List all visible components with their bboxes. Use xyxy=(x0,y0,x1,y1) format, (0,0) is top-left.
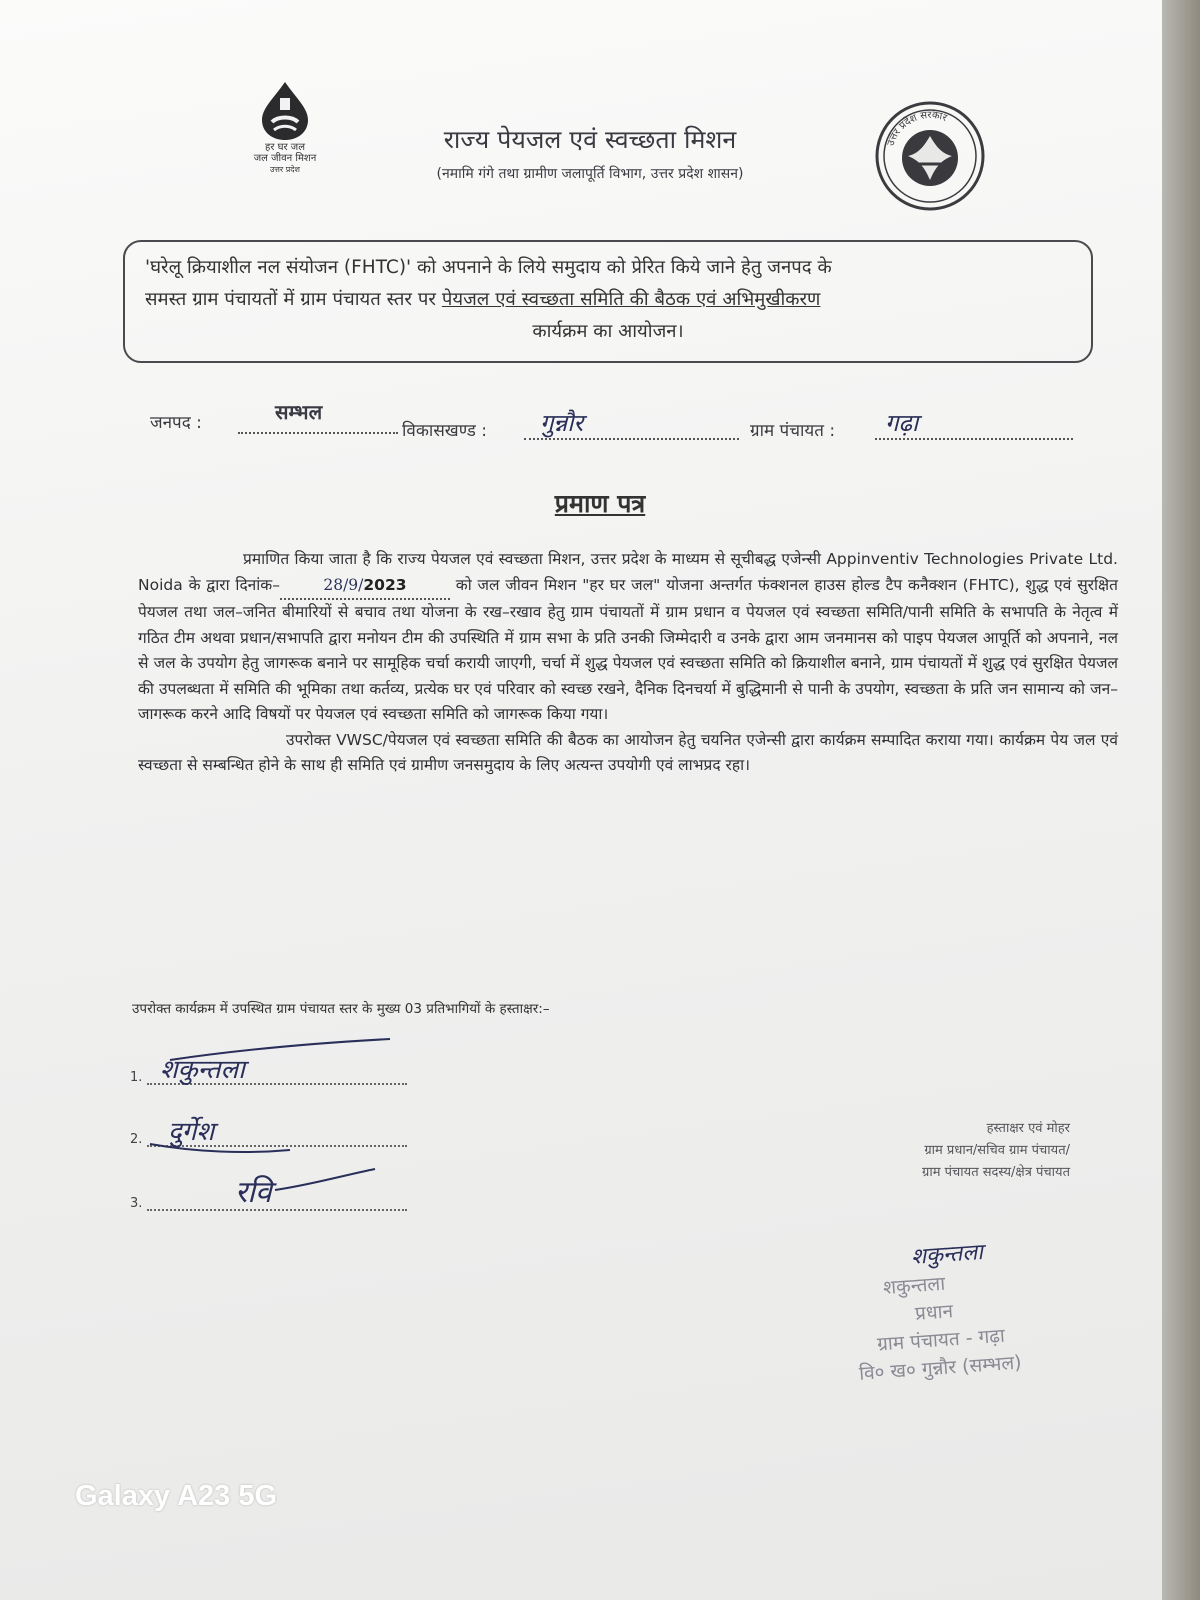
official-signature-caption xyxy=(810,1118,1070,1184)
district-field-line xyxy=(238,432,398,434)
topic-line xyxy=(145,284,1071,316)
stamp-block: वि० ख० गुन्नौर (सम्भल) xyxy=(858,1351,1023,1385)
paragraph-text: को जल जीवन मिशन "हर घर जल" योजना अन्तर्गत फंक्शनल हाउस होल्ड टैप कनैक्शन (FHTC), शुद्ध एवं सुरक्षित पेयजल तथा जल–जनित बीमारियों से बचाव तथा योजना के रख–रखाव हेतु ग्राम पंचायतों में ग्राम प्रधान व पेयजल एवं स्वच्छता समिति/पानी समिति के सभापति के नेतृत्व में गठित टीम अथवा प्रधान/सभापति द्वारा मनोयन टीम की उपस्थिति में ग्राम सभा के प्रति उनकी जिम्मेदारी व उनके द्वारा आम जनमानस को पाइप पेयजल आपूर्ति को अपनाने, नल से जल के उपयोग हेतु जागरूक बनाने पर सामूहिक चर्चा करायी जाएगी, चर्चा में शुद्ध पेयजल एवं स्वच्छता समिति को क्रियाशील बनाने, ग्राम पंचायतों में शुद्ध एवं सुरक्षित पेयजल की उपलब्धता में समिति की भूमिका तथा कर्तव्य, प्रत्येक घर एवं परिवार को स्वच्छ रखने, दैनिक दिनचर्या में बुद्धिमानी से पानी के उपयोग, स्वच्छता के प्रति जन सामान्य को जन–जागरूक करने आदि विषयों पर पेयजल एवं स्वच्छता समिति को जागरूक किया गया। xyxy=(138,575,1118,723)
har-ghar-jal-logo xyxy=(230,80,340,180)
date-year: 2023 xyxy=(363,575,407,594)
participant-signature: दुर्गेश xyxy=(168,1117,215,1147)
logo-caption xyxy=(230,142,340,175)
logo-caption-line: जल जीवन मिशन xyxy=(253,153,317,164)
district-value: सम्भल xyxy=(275,400,323,424)
mission-title: राज्य पेयजल एवं स्वच्छता मिशन xyxy=(443,125,737,154)
pradhan-stamp xyxy=(850,1232,1089,1388)
date-handwritten: 28/9/ xyxy=(323,575,364,594)
signature-dotted-line xyxy=(147,1209,407,1211)
emblem-icon xyxy=(874,100,986,212)
background-surface xyxy=(1162,0,1200,1600)
paragraph-text: प्रमाणित किया जाता है कि राज्य पेयजल एवं स्वच्छता मिशन, उत्तर प्रदेश के माध्यम से सूचीबद्ध एजेन्सी Appinventiv Technologies Private Ltd. Noida के द्वारा दिनांक– xyxy=(138,550,1118,594)
mission-subtitle: (नमामि गंगे तथा ग्रामीण जलापूर्ति विभाग, उत्तर प्रदेश शासन) xyxy=(436,166,744,182)
caption-line: ग्राम प्रधान/सचिव ग्राम पंचायत/ xyxy=(924,1143,1070,1158)
signature-underline-stroke xyxy=(145,1138,295,1158)
certificate-paragraph: उपरोक्त VWSC/पेयजल एवं स्वच्छता समिति की बैठक का आयोजन हेतु चयनित एजेन्सी द्वारा कार्यक्रम सम्पादित कराया गया। कार्यक्रम पेय जल एवं स्वच्छता से सम्बन्धित होने के साथ ही समिति एवं ग्रामीण जनसमुदाय के लिए अत्यन्त उपयोगी एवं लाभप्रद रहा। xyxy=(138,730,1118,774)
panchayat-label: ग्राम पंचायत : xyxy=(750,421,836,441)
stamp-gram-panchayat: ग्राम पंचायत - गढ़ा xyxy=(876,1324,1006,1356)
logo-caption-line: उत्तर प्रदेश xyxy=(270,165,300,174)
panchayat-value: गढ़ा xyxy=(885,409,919,437)
district-label: जनपद : xyxy=(150,413,202,433)
caption-line: हस्ताक्षर एवं मोहर xyxy=(986,1121,1070,1136)
participant-signature: रवि xyxy=(235,1175,272,1210)
caption-line: ग्राम पंचायत सदस्य/क्षेत्र पंचायत xyxy=(922,1165,1070,1180)
certificate-title: प्रमाण पत्र xyxy=(554,489,646,518)
topic-line: 'घरेलू क्रियाशील नल संयोजन (FHTC)' को अपनाने के लिये समुदाय को प्रेरित किये जाने हेतु जनपद के xyxy=(145,257,832,278)
block-value: गुन्नौर xyxy=(540,409,584,437)
date-field xyxy=(280,573,450,601)
signature-underline-stroke xyxy=(270,1165,380,1195)
participant-signature: शकुन्तला xyxy=(160,1055,245,1085)
signature-number: 2. xyxy=(130,1132,143,1147)
svg-text:उत्तर प्रदेश सरकार: उत्तर प्रदेश सरकार xyxy=(885,109,949,148)
up-government-seal xyxy=(874,100,986,212)
camera-watermark: Galaxy A23 5G xyxy=(75,1480,278,1512)
logo-caption-line: हर घर जल xyxy=(265,142,305,153)
program-topic-box xyxy=(123,240,1093,363)
stamp-role: प्रधान xyxy=(914,1300,954,1325)
water-drop-icon xyxy=(252,80,318,142)
block-label: विकासखण्ड : xyxy=(402,421,488,441)
topic-underlined-text: पेयजल एवं स्वच्छता समिति की बैठक एवं अभिमुखीकरण xyxy=(441,289,821,310)
topic-line: कार्यक्रम का आयोजन। xyxy=(532,321,684,342)
stamp-name: शकुन्तला xyxy=(882,1272,946,1299)
topic-text: समस्त ग्राम पंचायतों में ग्राम पंचायत स्तर पर xyxy=(145,289,442,310)
participants-intro: उपरोक्त कार्यक्रम में उपस्थित ग्राम पंचायत स्तर के मुख्य 03 प्रतिभागियों के हस्ताक्षर:– xyxy=(132,1001,550,1017)
certificate-body xyxy=(138,547,1118,779)
pradhan-signature: शकुन्तला xyxy=(910,1239,984,1270)
certificate-paragraph xyxy=(138,547,1118,728)
signature-number: 3. xyxy=(130,1196,143,1211)
signature-number: 1. xyxy=(130,1070,143,1085)
